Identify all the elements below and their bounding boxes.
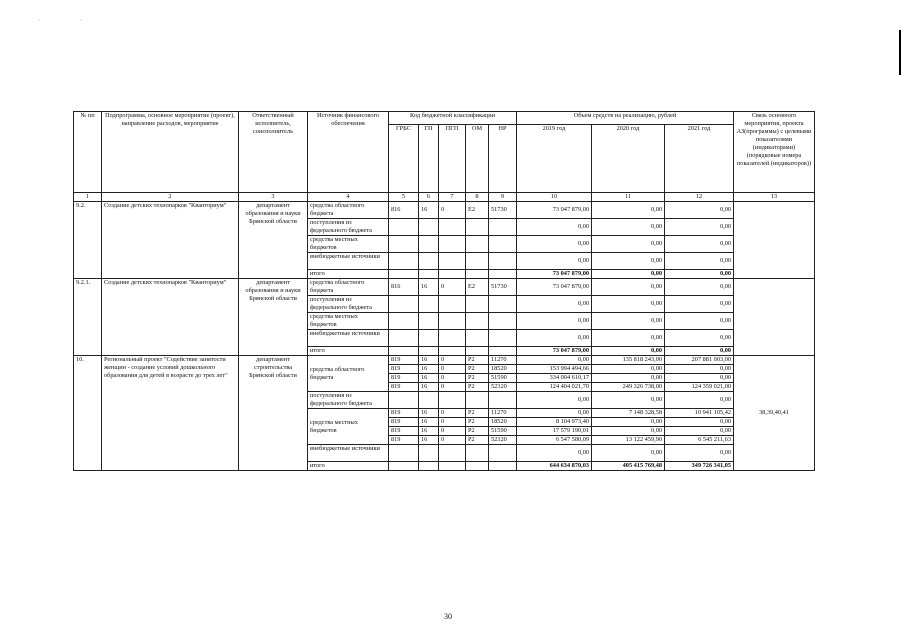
amount-2021: 0,00 [665, 296, 734, 313]
code-pgp: 0 [439, 436, 466, 445]
table-header-row [74, 112, 815, 125]
code-pgp: 0 [439, 427, 466, 436]
amount-2020: 0,00 [592, 202, 665, 219]
table-row [74, 356, 815, 365]
code-grbs: 819 [389, 427, 419, 436]
amount-2020: 0,00 [592, 313, 665, 330]
amount-2020: 0,00 [592, 374, 665, 383]
total-2019: 73 047 879,00 [517, 270, 592, 279]
row-executor: департамент строительства Брянской области [239, 356, 308, 471]
amount-2021: 0,00 [665, 445, 734, 462]
code-grbs: 819 [389, 409, 419, 418]
amount-2021: 0,00 [665, 427, 734, 436]
total-2021: 0,00 [665, 347, 734, 356]
code-np: 18520 [489, 365, 517, 374]
code-grbs: 819 [389, 356, 419, 365]
table-row [74, 202, 815, 219]
budget-table [73, 111, 815, 471]
total-2019: 644 634 870,03 [517, 462, 592, 471]
amount-2019: 153 994 494,66 [517, 365, 592, 374]
total-label: итого [308, 347, 389, 356]
code-np: 52320 [489, 436, 517, 445]
total-label: итого [308, 462, 389, 471]
amount-2020: 0,00 [592, 279, 665, 296]
row-link [734, 202, 815, 279]
amount-2019: 6 547 580,09 [517, 436, 592, 445]
amount-2020: 0,00 [592, 219, 665, 236]
total-label: итого [308, 270, 389, 279]
code-pgp: 0 [439, 279, 466, 296]
amount-2020: 0,00 [592, 392, 665, 409]
amount-2019: 334 004 610,17 [517, 374, 592, 383]
code-om: Р2 [466, 427, 489, 436]
page-edge-line [899, 30, 901, 75]
amount-2021: 0,00 [665, 330, 734, 347]
amount-2021: 0,00 [665, 279, 734, 296]
amount-2021: 0,00 [665, 202, 734, 219]
amount-2019: 124 404 021,70 [517, 383, 592, 392]
code-grbs: 819 [389, 436, 419, 445]
amount-2019: 73 047 879,00 [517, 279, 592, 296]
header-pgp: ПГП [439, 125, 466, 193]
source-label: средства местных бюджетов [308, 313, 389, 330]
code-gp: 16 [419, 356, 439, 365]
colnum: 4 [308, 193, 389, 202]
code-np: 51730 [489, 279, 517, 296]
colnum: 5 [389, 193, 419, 202]
code-gp: 16 [419, 436, 439, 445]
code-om: Р2 [466, 436, 489, 445]
page-number: 30 [444, 612, 452, 621]
code-np: 52320 [489, 383, 517, 392]
row-number: 9.2.1. [74, 279, 102, 356]
row-number: 10. [74, 356, 102, 471]
amount-2021: 207 881 003,00 [665, 356, 734, 365]
amount-2019: 73 047 879,00 [517, 202, 592, 219]
source-label: средства областного бюджета [308, 279, 389, 296]
amount-2020: 7 148 328,58 [592, 409, 665, 418]
code-pgp: 0 [439, 356, 466, 365]
total-2020: 0,00 [592, 270, 665, 279]
row-executor: департамент образования и науки Брянской области [239, 202, 308, 279]
amount-2020: 0,00 [592, 427, 665, 436]
amount-2021: 0,00 [665, 374, 734, 383]
source-label: поступления из федерального бюджета [308, 392, 389, 409]
code-om: Р2 [466, 383, 489, 392]
amount-2019: 17 579 190,01 [517, 427, 592, 436]
colnum: 2 [102, 193, 239, 202]
amount-2019: 8 104 973,40 [517, 418, 592, 427]
amount-2020: 0,00 [592, 253, 665, 270]
total-2021: 349 726 341,05 [665, 462, 734, 471]
source-label: средства местных бюджетов [308, 409, 389, 445]
code-pgp: 0 [439, 383, 466, 392]
total-2020: 405 415 769,48 [592, 462, 665, 471]
row-link [734, 279, 815, 356]
colnum: 8 [466, 193, 489, 202]
total-2019: 73 047 879,00 [517, 347, 592, 356]
colnum: 12 [665, 193, 734, 202]
code-gp: 16 [419, 202, 439, 219]
code-np: 11270 [489, 409, 517, 418]
amount-2020: 135 818 243,00 [592, 356, 665, 365]
header-grbs: ГРБС [389, 125, 419, 193]
amount-2020: 0,00 [592, 418, 665, 427]
header-2019: 2019 год [517, 125, 592, 193]
amount-2019: 0,00 [517, 296, 592, 313]
header-gp: ГП [419, 125, 439, 193]
code-np: 51730 [489, 202, 517, 219]
amount-2021: 0,00 [665, 313, 734, 330]
amount-2021: 10 941 105,42 [665, 409, 734, 418]
code-pgp: 0 [439, 409, 466, 418]
amount-2021: 0,00 [665, 392, 734, 409]
source-label: поступления из федерального бюджета [308, 219, 389, 236]
code-grbs: 819 [389, 383, 419, 392]
row-link: 38,39,40,41 [734, 356, 815, 471]
header-volume: Объем средств на реализацию, рублей [517, 112, 734, 125]
header-2021: 2021 год [665, 125, 734, 193]
code-pgp: 0 [439, 365, 466, 374]
source-label: средства местных бюджетов [308, 236, 389, 253]
total-2020: 0,00 [592, 347, 665, 356]
code-om: Р2 [466, 418, 489, 427]
header-program: Подпрограмма, основное мероприятие (проект), направление расходов, мероприятие [102, 112, 239, 193]
colnum: 1 [74, 193, 102, 202]
header-link: Связь основного мероприятия, проекта АЗ(программы) с целевыми показателями (индикаторами) (порядковые номера показателей (индикаторов)) [734, 112, 815, 193]
amount-2019: 0,00 [517, 356, 592, 365]
amount-2020: 0,00 [592, 365, 665, 374]
amount-2020: 0,00 [592, 236, 665, 253]
code-gp: 16 [419, 279, 439, 296]
amount-2020: 0,00 [592, 330, 665, 347]
amount-2021: 0,00 [665, 253, 734, 270]
amount-2021: 0,00 [665, 236, 734, 253]
amount-2020: 0,00 [592, 445, 665, 462]
colnum: 10 [517, 193, 592, 202]
source-label: поступления из федерального бюджета [308, 296, 389, 313]
header-kbk: Код бюджетной классификации [389, 112, 517, 125]
amount-2019: 0,00 [517, 409, 592, 418]
amount-2019: 0,00 [517, 253, 592, 270]
colnum: 13 [734, 193, 815, 202]
header-2020: 2020 год [592, 125, 665, 193]
amount-2021: 0,00 [665, 219, 734, 236]
code-gp: 16 [419, 418, 439, 427]
amount-2019: 0,00 [517, 392, 592, 409]
code-om: Е2 [466, 202, 489, 219]
code-grbs: 819 [389, 418, 419, 427]
amount-2019: 0,00 [517, 236, 592, 253]
amount-2021: 6 545 211,63 [665, 436, 734, 445]
code-gp: 16 [419, 374, 439, 383]
column-number-row [74, 193, 815, 202]
source-label: средства областного бюджета [308, 202, 389, 219]
header-om: ОМ [466, 125, 489, 193]
code-om: Е2 [466, 279, 489, 296]
amount-2019: 0,00 [517, 313, 592, 330]
colnum: 3 [239, 193, 308, 202]
scan-mark: · [80, 18, 82, 24]
amount-2021: 0,00 [665, 365, 734, 374]
code-grbs: 819 [389, 374, 419, 383]
code-np: 51590 [489, 374, 517, 383]
code-pgp: 0 [439, 374, 466, 383]
amount-2020: 0,00 [592, 296, 665, 313]
amount-2019: 0,00 [517, 445, 592, 462]
row-executor: департамент образования и науки Брянской области [239, 279, 308, 356]
code-pgp: 0 [439, 202, 466, 219]
colnum: 9 [489, 193, 517, 202]
code-gp: 16 [419, 427, 439, 436]
amount-2021: 124 359 021,00 [665, 383, 734, 392]
header-source: Источник финансового обеспечения [308, 112, 389, 193]
amount-2020: 13 122 459,90 [592, 436, 665, 445]
header-executor: Ответственный исполнитель, соисполнитель [239, 112, 308, 193]
code-om: Р2 [466, 409, 489, 418]
header-number: № пп [74, 112, 102, 193]
source-label: внебюджетные источники [308, 253, 389, 270]
colnum: 6 [419, 193, 439, 202]
header-np: НР [489, 125, 517, 193]
row-program-name: Региональный проект "Содействие занятости женщин - создание условий дошкольного образования для детей в возрасте до трех лет" [102, 356, 239, 471]
code-gp: 16 [419, 409, 439, 418]
code-np: 51590 [489, 427, 517, 436]
amount-2019: 0,00 [517, 219, 592, 236]
code-om: Р2 [466, 374, 489, 383]
code-grbs: 816 [389, 279, 419, 296]
amount-2020: 249 326 738,00 [592, 383, 665, 392]
row-program-name: Создание детских технопарков "Кванториум" [102, 279, 239, 356]
code-np: 11270 [489, 356, 517, 365]
source-label: внебюджетные источники [308, 445, 389, 462]
code-grbs: 819 [389, 365, 419, 374]
amount-2019: 0,00 [517, 330, 592, 347]
source-label: средства областного бюджета [308, 356, 389, 392]
colnum: 7 [439, 193, 466, 202]
code-om: Р2 [466, 356, 489, 365]
code-np: 18520 [489, 418, 517, 427]
row-number: 9.2. [74, 202, 102, 279]
table-row [74, 279, 815, 296]
code-gp: 16 [419, 365, 439, 374]
code-grbs: 816 [389, 202, 419, 219]
amount-2021: 0,00 [665, 418, 734, 427]
code-om: Р2 [466, 365, 489, 374]
scan-mark: · [38, 18, 40, 24]
total-2021: 0,00 [665, 270, 734, 279]
row-program-name: Создание детских технопарков "Кванториум" [102, 202, 239, 279]
code-pgp: 0 [439, 418, 466, 427]
colnum: 11 [592, 193, 665, 202]
source-label: внебюджетные источники [308, 330, 389, 347]
code-gp: 16 [419, 383, 439, 392]
